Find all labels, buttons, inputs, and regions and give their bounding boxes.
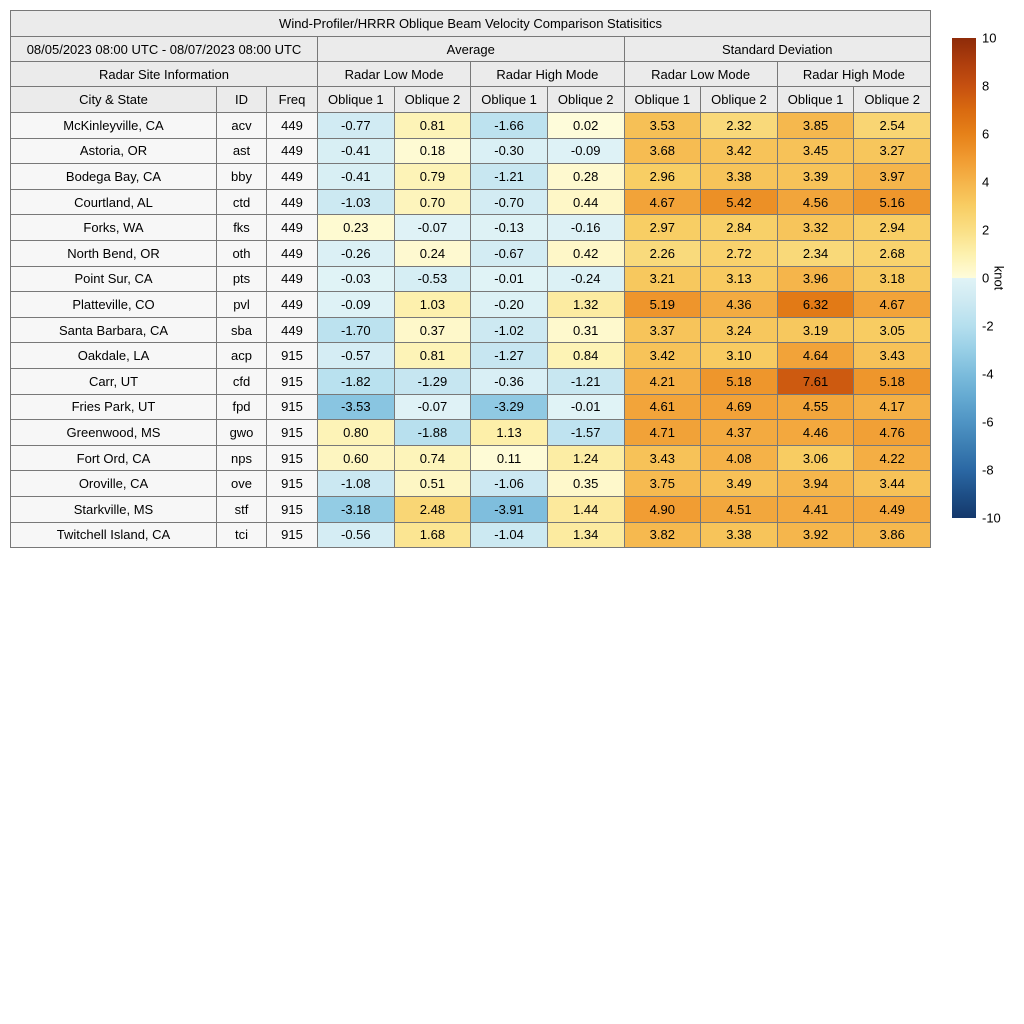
freq-cell: 915 [267,496,318,522]
table-row [11,317,931,343]
avg-high-oblique1-cell: -1.04 [471,522,548,548]
site-id-cell: ctd [217,189,267,215]
column-header-row [11,87,931,113]
table-row [11,343,931,369]
avg-low-oblique1-cell: -0.56 [318,522,395,548]
avg-low-oblique1-cell: -0.41 [318,138,395,164]
city-cell: Platteville, CO [11,292,217,318]
std-high-oblique1-cell: 4.56 [777,189,854,215]
avg-high-oblique2-cell: -1.21 [547,368,624,394]
city-cell: Oroville, CA [11,471,217,497]
avg-high-oblique1-cell: -0.30 [471,138,548,164]
avg-high-oblique1-cell: -1.02 [471,317,548,343]
freq-cell: 449 [267,138,318,164]
std-high-oblique1-cell: 6.32 [777,292,854,318]
site-id-cell: fpd [217,394,267,420]
std-low-oblique2-cell: 3.38 [701,164,778,190]
site-id-cell: sba [217,317,267,343]
avg-low-oblique1-cell: -0.03 [318,266,395,292]
avg-high-oblique2-cell: 1.32 [547,292,624,318]
avg-high-oblique1-cell: 0.11 [471,445,548,471]
site-id-cell: gwo [217,420,267,446]
avg-low-oblique2-cell: 2.48 [394,496,471,522]
std-low-oblique1-cell: 4.21 [624,368,701,394]
std-low-oblique2-cell: 3.10 [701,343,778,369]
colorbar-tick-label: 8 [982,78,990,94]
avg-low-oblique1-cell: -1.03 [318,189,395,215]
avg-high-oblique1-cell: -0.67 [471,240,548,266]
std-low-oblique1-cell: 2.96 [624,164,701,190]
std-low-oblique2-cell: 5.18 [701,368,778,394]
avg-low-oblique2-cell: 0.81 [394,113,471,139]
avg-low-oblique2-cell: -0.07 [394,215,471,241]
site-id-cell: nps [217,445,267,471]
table-row [11,496,931,522]
city-cell: McKinleyville, CA [11,113,217,139]
std-high-oblique2-cell: 3.97 [854,164,931,190]
std-low-oblique2-cell: 4.08 [701,445,778,471]
freq-cell: 449 [267,215,318,241]
std-high-oblique2-cell: 2.94 [854,215,931,241]
col-header-city: City & State [11,87,217,113]
std-high-oblique2-cell: 3.27 [854,138,931,164]
avg-high-oblique2-cell: -0.16 [547,215,624,241]
col-header-oblique2-std-high: Oblique 2 [854,87,931,113]
city-cell: Fries Park, UT [11,394,217,420]
std-high-oblique2-cell: 4.17 [854,394,931,420]
colorbar-tick-label: -8 [982,462,994,478]
std-high-oblique2-cell: 2.68 [854,240,931,266]
avg-high-oblique2-cell: 0.84 [547,343,624,369]
site-id-cell: cfd [217,368,267,394]
comparison-table [10,10,931,548]
table-row [11,368,931,394]
group-header-stddev: Standard Deviation [624,37,931,62]
avg-low-oblique2-cell: -1.29 [394,368,471,394]
avg-low-oblique1-cell: -0.57 [318,343,395,369]
site-id-cell: acp [217,343,267,369]
colorbar-tick-label: 4 [982,174,990,190]
std-low-oblique2-cell: 2.84 [701,215,778,241]
avg-high-oblique2-cell: -0.01 [547,394,624,420]
table-row [11,522,931,548]
city-cell: Forks, WA [11,215,217,241]
avg-high-oblique2-cell: 0.42 [547,240,624,266]
std-high-oblique2-cell: 2.54 [854,113,931,139]
col-header-oblique1-avg-high: Oblique 1 [471,87,548,113]
avg-low-oblique1-cell: -3.53 [318,394,395,420]
std-low-oblique1-cell: 3.37 [624,317,701,343]
col-header-oblique1-std-low: Oblique 1 [624,87,701,113]
colorbar-tick-label: 0 [982,270,990,286]
avg-high-oblique2-cell: 1.24 [547,445,624,471]
mode-header-row [11,62,931,87]
std-high-oblique1-cell: 3.32 [777,215,854,241]
std-low-oblique2-cell: 3.42 [701,138,778,164]
avg-low-oblique2-cell: 0.74 [394,445,471,471]
avg-high-oblique1-cell: -0.36 [471,368,548,394]
avg-low-oblique1-cell: -1.82 [318,368,395,394]
site-id-cell: pvl [217,292,267,318]
col-header-oblique2-avg-high: Oblique 2 [547,87,624,113]
std-low-oblique2-cell: 3.13 [701,266,778,292]
avg-low-oblique2-cell: -1.88 [394,420,471,446]
table-title: Wind-Profiler/HRRR Oblique Beam Velocity Comparison Statisitics [11,11,931,37]
std-high-oblique1-cell: 3.06 [777,445,854,471]
avg-high-oblique1-cell: -0.70 [471,189,548,215]
site-info-header: Radar Site Information [11,62,318,87]
colorbar-unit-label: knot [991,265,1007,291]
city-cell: Oakdale, LA [11,343,217,369]
table-row [11,164,931,190]
site-id-cell: tci [217,522,267,548]
table-row [11,189,931,215]
freq-cell: 915 [267,522,318,548]
mode-header-std-high: Radar High Mode [777,62,930,87]
std-low-oblique2-cell: 4.36 [701,292,778,318]
site-id-cell: oth [217,240,267,266]
freq-cell: 449 [267,317,318,343]
std-high-oblique2-cell: 3.18 [854,266,931,292]
std-high-oblique1-cell: 4.55 [777,394,854,420]
std-high-oblique1-cell: 3.92 [777,522,854,548]
table-row [11,215,931,241]
std-low-oblique2-cell: 4.69 [701,394,778,420]
freq-cell: 449 [267,164,318,190]
freq-cell: 449 [267,189,318,215]
std-low-oblique2-cell: 5.42 [701,189,778,215]
std-high-oblique2-cell: 4.22 [854,445,931,471]
std-low-oblique1-cell: 4.71 [624,420,701,446]
std-low-oblique1-cell: 2.26 [624,240,701,266]
avg-low-oblique1-cell: -3.18 [318,496,395,522]
avg-high-oblique2-cell: 0.28 [547,164,624,190]
avg-low-oblique2-cell: -0.07 [394,394,471,420]
std-high-oblique1-cell: 7.61 [777,368,854,394]
std-low-oblique1-cell: 3.53 [624,113,701,139]
std-low-oblique1-cell: 4.90 [624,496,701,522]
freq-cell: 915 [267,420,318,446]
colorbar-tick-label: -6 [982,414,994,430]
avg-low-oblique2-cell: 1.03 [394,292,471,318]
freq-cell: 449 [267,113,318,139]
table-row [11,394,931,420]
mode-header-avg-low: Radar Low Mode [318,62,471,87]
std-high-oblique1-cell: 3.96 [777,266,854,292]
std-low-oblique2-cell: 4.51 [701,496,778,522]
avg-high-oblique2-cell: 1.34 [547,522,624,548]
freq-cell: 915 [267,368,318,394]
table-row [11,292,931,318]
city-cell: Twitchell Island, CA [11,522,217,548]
avg-high-oblique2-cell: 0.31 [547,317,624,343]
std-high-oblique2-cell: 3.86 [854,522,931,548]
avg-high-oblique2-cell: 0.35 [547,471,624,497]
col-header-oblique2-avg-low: Oblique 2 [394,87,471,113]
group-header-row [11,37,931,62]
city-cell: Carr, UT [11,368,217,394]
site-id-cell: fks [217,215,267,241]
freq-cell: 449 [267,266,318,292]
freq-cell: 449 [267,292,318,318]
table-row [11,471,931,497]
avg-high-oblique2-cell: 0.44 [547,189,624,215]
std-high-oblique1-cell: 3.94 [777,471,854,497]
freq-cell: 449 [267,240,318,266]
group-header-average: Average [318,37,625,62]
std-low-oblique1-cell: 2.97 [624,215,701,241]
std-low-oblique1-cell: 4.67 [624,189,701,215]
avg-low-oblique2-cell: 0.79 [394,164,471,190]
std-high-oblique1-cell: 3.85 [777,113,854,139]
avg-high-oblique1-cell: -3.91 [471,496,548,522]
avg-high-oblique1-cell: -1.06 [471,471,548,497]
freq-cell: 915 [267,343,318,369]
site-id-cell: bby [217,164,267,190]
table-row [11,266,931,292]
std-low-oblique1-cell: 3.68 [624,138,701,164]
freq-cell: 915 [267,394,318,420]
std-low-oblique1-cell: 3.82 [624,522,701,548]
city-cell: Point Sur, CA [11,266,217,292]
std-low-oblique2-cell: 3.38 [701,522,778,548]
avg-high-oblique1-cell: -1.21 [471,164,548,190]
col-header-freq: Freq [267,87,318,113]
std-low-oblique1-cell: 4.61 [624,394,701,420]
avg-low-oblique2-cell: 0.24 [394,240,471,266]
std-low-oblique1-cell: 5.19 [624,292,701,318]
avg-low-oblique1-cell: -1.08 [318,471,395,497]
std-high-oblique1-cell: 3.39 [777,164,854,190]
std-high-oblique2-cell: 3.44 [854,471,931,497]
avg-high-oblique1-cell: -3.29 [471,394,548,420]
std-high-oblique1-cell: 4.64 [777,343,854,369]
avg-high-oblique2-cell: 1.44 [547,496,624,522]
avg-low-oblique2-cell: -0.53 [394,266,471,292]
city-cell: North Bend, OR [11,240,217,266]
std-high-oblique2-cell: 5.16 [854,189,931,215]
table-row [11,445,931,471]
std-low-oblique1-cell: 3.75 [624,471,701,497]
col-header-oblique1-avg-low: Oblique 1 [318,87,395,113]
city-cell: Greenwood, MS [11,420,217,446]
colorbar-tick-label: -2 [982,318,994,334]
avg-high-oblique1-cell: -0.13 [471,215,548,241]
std-low-oblique2-cell: 2.72 [701,240,778,266]
std-high-oblique1-cell: 3.19 [777,317,854,343]
city-cell: Astoria, OR [11,138,217,164]
avg-low-oblique1-cell: -0.26 [318,240,395,266]
std-high-oblique1-cell: 2.34 [777,240,854,266]
std-high-oblique2-cell: 4.67 [854,292,931,318]
avg-high-oblique1-cell: -1.66 [471,113,548,139]
col-header-id: ID [217,87,267,113]
mode-header-std-low: Radar Low Mode [624,62,777,87]
avg-low-oblique2-cell: 0.81 [394,343,471,369]
city-cell: Courtland, AL [11,189,217,215]
date-range: 08/05/2023 08:00 UTC - 08/07/2023 08:00 UTC [11,37,318,62]
site-id-cell: stf [217,496,267,522]
site-id-cell: pts [217,266,267,292]
avg-low-oblique2-cell: 0.70 [394,189,471,215]
std-high-oblique2-cell: 5.18 [854,368,931,394]
city-cell: Fort Ord, CA [11,445,217,471]
std-low-oblique1-cell: 3.21 [624,266,701,292]
colorbar-tick-label: 10 [982,30,997,46]
colorbar-tick-label: -10 [982,510,1001,526]
std-high-oblique1-cell: 4.41 [777,496,854,522]
avg-low-oblique1-cell: 0.23 [318,215,395,241]
avg-low-oblique1-cell: -1.70 [318,317,395,343]
table-row [11,138,931,164]
std-low-oblique2-cell: 4.37 [701,420,778,446]
col-header-oblique1-std-high: Oblique 1 [777,87,854,113]
site-id-cell: ast [217,138,267,164]
avg-high-oblique1-cell: -0.20 [471,292,548,318]
std-low-oblique1-cell: 3.43 [624,445,701,471]
colorbar-tick-label: 6 [982,126,990,142]
table-title-row [11,11,931,37]
colorbar-tick-label: 2 [982,222,990,238]
std-low-oblique2-cell: 3.49 [701,471,778,497]
avg-high-oblique1-cell: 1.13 [471,420,548,446]
avg-high-oblique2-cell: -0.24 [547,266,624,292]
table-row [11,240,931,266]
avg-low-oblique1-cell: -0.41 [318,164,395,190]
colorbar-tick-label: -4 [982,366,994,382]
site-id-cell: acv [217,113,267,139]
table-row [11,113,931,139]
avg-high-oblique2-cell: -1.57 [547,420,624,446]
avg-low-oblique2-cell: 0.51 [394,471,471,497]
avg-high-oblique1-cell: -0.01 [471,266,548,292]
avg-low-oblique1-cell: -0.77 [318,113,395,139]
colorbar [952,30,1022,526]
colorbar-gradient [952,38,976,518]
avg-low-oblique2-cell: 0.18 [394,138,471,164]
avg-low-oblique2-cell: 1.68 [394,522,471,548]
avg-low-oblique1-cell: -0.09 [318,292,395,318]
freq-cell: 915 [267,471,318,497]
std-low-oblique1-cell: 3.42 [624,343,701,369]
mode-header-avg-high: Radar High Mode [471,62,624,87]
std-high-oblique2-cell: 4.76 [854,420,931,446]
std-low-oblique2-cell: 3.24 [701,317,778,343]
city-cell: Starkville, MS [11,496,217,522]
std-high-oblique1-cell: 4.46 [777,420,854,446]
site-id-cell: ove [217,471,267,497]
avg-low-oblique2-cell: 0.37 [394,317,471,343]
std-high-oblique1-cell: 3.45 [777,138,854,164]
freq-cell: 915 [267,445,318,471]
avg-high-oblique2-cell: -0.09 [547,138,624,164]
avg-low-oblique1-cell: 0.80 [318,420,395,446]
std-high-oblique2-cell: 3.05 [854,317,931,343]
avg-high-oblique1-cell: -1.27 [471,343,548,369]
std-high-oblique2-cell: 4.49 [854,496,931,522]
city-cell: Santa Barbara, CA [11,317,217,343]
table-row [11,420,931,446]
std-low-oblique2-cell: 2.32 [701,113,778,139]
avg-high-oblique2-cell: 0.02 [547,113,624,139]
std-high-oblique2-cell: 3.43 [854,343,931,369]
avg-low-oblique1-cell: 0.60 [318,445,395,471]
city-cell: Bodega Bay, CA [11,164,217,190]
col-header-oblique2-std-low: Oblique 2 [701,87,778,113]
